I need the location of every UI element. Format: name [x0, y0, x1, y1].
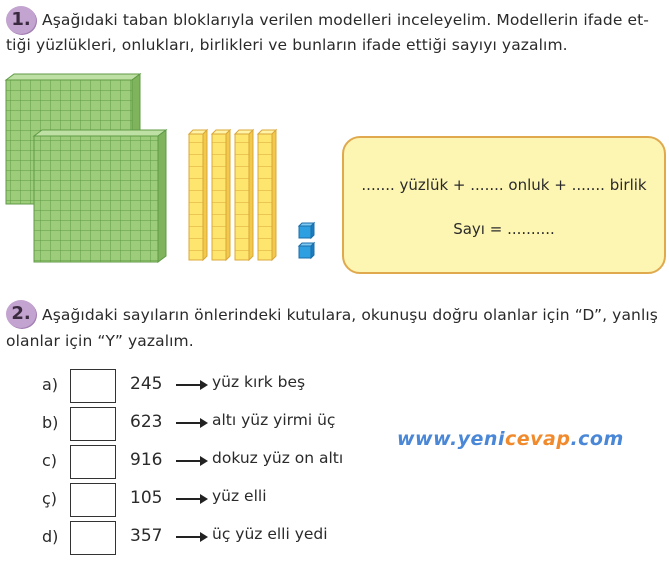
hundreds-flat-2 [34, 130, 166, 262]
ones-cube-2 [299, 243, 314, 258]
item-reading: altı yüz yirmi üç [212, 411, 336, 429]
item-number: 105 [130, 488, 163, 508]
right-arrow-icon [175, 527, 209, 547]
question-1-number: 1. [6, 6, 36, 34]
answer-box [342, 136, 666, 274]
answer-input-box-a[interactable] [70, 369, 116, 403]
item-row-c [0, 445, 669, 479]
answer-input-box-b[interactable] [70, 407, 116, 441]
ones-cube-1 [299, 223, 314, 238]
right-arrow-icon [175, 451, 209, 471]
answer-input-box-d[interactable] [70, 521, 116, 555]
answer-input-box-cc[interactable] [70, 483, 116, 517]
base-ten-blocks [0, 70, 330, 270]
tens-rod-4 [258, 130, 276, 260]
item-label: b) [42, 413, 59, 432]
item-row-d [0, 521, 669, 555]
item-reading: yüz elli [212, 487, 267, 505]
item-number: 357 [130, 526, 163, 546]
watermark: www.yenicevap.com [397, 428, 624, 450]
item-label: ç) [42, 489, 58, 508]
item-label: a) [42, 375, 59, 394]
answer-line-number[interactable]: Sayı = .......... [453, 220, 555, 238]
question-1-text-line-1: Aşağıdaki taban bloklarıyla verilen modelleri inceleyelim. Modellerin ifade et- [42, 11, 650, 29]
tens-rod-2 [212, 130, 230, 260]
item-reading: üç yüz elli yedi [212, 525, 328, 543]
question-1-text-line-2: tiği yüzlükleri, onlukları, birlikleri ve bunların ifade ettiği sayıyı yazalım. [6, 36, 568, 54]
item-number: 623 [130, 412, 163, 432]
right-arrow-icon [175, 489, 209, 509]
tens-rod-3 [235, 130, 253, 260]
question-2-number: 2. [6, 300, 36, 328]
item-label: c) [42, 451, 58, 470]
answer-line-place-values[interactable]: ....... yüzlük + ....... onluk + ....... birlik [361, 176, 647, 194]
item-reading: yüz kırk beş [212, 373, 306, 391]
right-arrow-icon [175, 375, 209, 395]
answer-input-box-c[interactable] [70, 445, 116, 479]
question-2-text-line-2: olanlar için “Y” yazalım. [6, 332, 194, 350]
item-reading: dokuz yüz on altı [212, 449, 344, 467]
item-row-cc [0, 483, 669, 517]
item-number: 245 [130, 374, 163, 394]
item-row-a [0, 369, 669, 403]
tens-rod-1 [189, 130, 207, 260]
right-arrow-icon [175, 413, 209, 433]
question-2-text-line-1: Aşağıdaki sayıların önlerindeki kutulara, okunuşu doğru olanlar için “D”, yanlış [42, 306, 658, 324]
item-label: d) [42, 527, 59, 546]
item-number: 916 [130, 450, 163, 470]
